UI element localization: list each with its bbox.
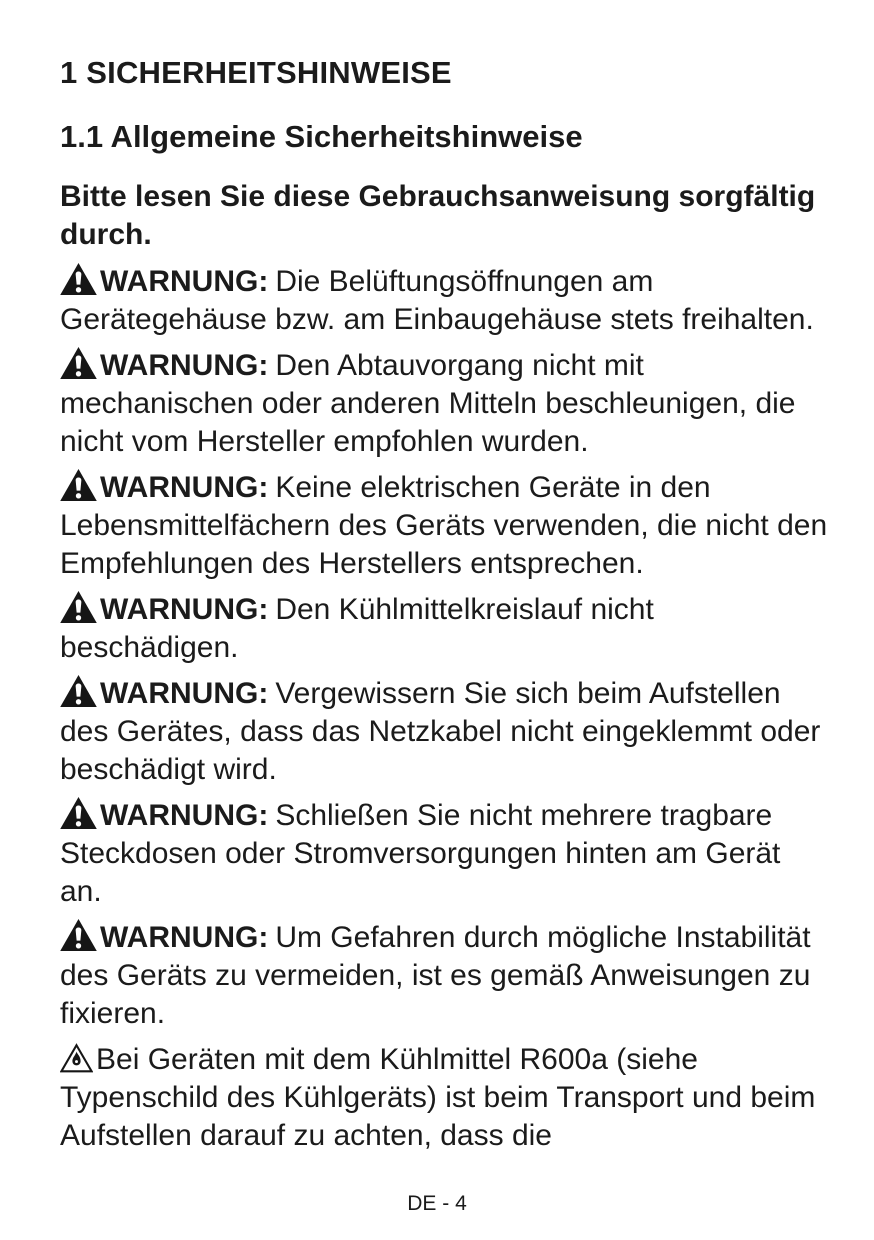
warning-paragraph [60,263,830,339]
warning-text: Schließen Sie nicht mehrere tragbare Steckdosen oder Stromversorgungen hinten am Gerät an. [60,799,781,908]
warning-paragraph [60,675,830,789]
intro-paragraph: Bitte lesen Sie diese Gebrauchsanweisung sorgfältig durch. [60,180,816,251]
warning-paragraph [60,347,830,461]
warning-triangle-icon [60,797,97,829]
warning-label: WARNUNG: [100,677,269,710]
warning-label: WARNUNG: [100,349,269,382]
warning-text: Keine elektrischen Geräte in den Lebensmittelfächern des Geräts verwenden, die nicht den Empfehlungen des Herstellers entsprechen. [60,471,828,580]
warning-triangle-icon [60,919,97,951]
warning-label: WARNUNG: [100,799,269,832]
warning-label: WARNUNG: [100,471,269,504]
warnings-list [60,263,830,1155]
flammable-triangle-icon [60,1043,93,1073]
subsection-heading: 1.1 Allgemeine Sicherheitshinweise [60,119,583,154]
section-heading: 1 SICHERHEITSHINWEISE [60,55,452,90]
warning-triangle-icon [60,591,97,623]
page-number: DE - 4 [407,1192,467,1215]
warning-label: WARNUNG: [100,593,269,626]
warning-paragraph [60,1041,830,1155]
warning-triangle-icon [60,263,97,295]
warning-text: Vergewissern Sie sich beim Aufstellen des Gerätes, dass das Netzkabel nicht eingeklemmt oder beschädigt wird. [60,677,821,786]
warning-triangle-icon [60,675,97,707]
warning-label: WARNUNG: [100,265,269,298]
warning-label: WARNUNG: [100,921,269,954]
warning-paragraph [60,591,830,667]
warning-text: Bei Geräten mit dem Kühlmittel R600a (siehe Typenschild des Kühlgeräts) ist beim Transport und beim Aufstellen darauf zu achten, dass die [60,1043,816,1152]
warning-triangle-icon [60,347,97,379]
warning-text: Um Gefahren durch mögliche Instabilität des Geräts zu vermeiden, ist es gemäß Anweisungen zu fixieren. [60,921,811,1030]
warning-text: Den Kühlmittelkreislauf nicht beschädigen. [60,593,654,664]
warning-triangle-icon [60,469,97,501]
warning-paragraph [60,919,830,1033]
warning-text: Den Abtauvorgang nicht mit mechanischen oder anderen Mitteln beschleunigen, die nicht vom Hersteller empfohlen wurden. [60,349,796,458]
warning-paragraph [60,469,830,583]
warning-paragraph [60,797,830,911]
warning-text: Die Belüftungsöffnungen am Gerätegehäuse bzw. am Einbaugehäuse stets freihalten. [60,265,814,336]
